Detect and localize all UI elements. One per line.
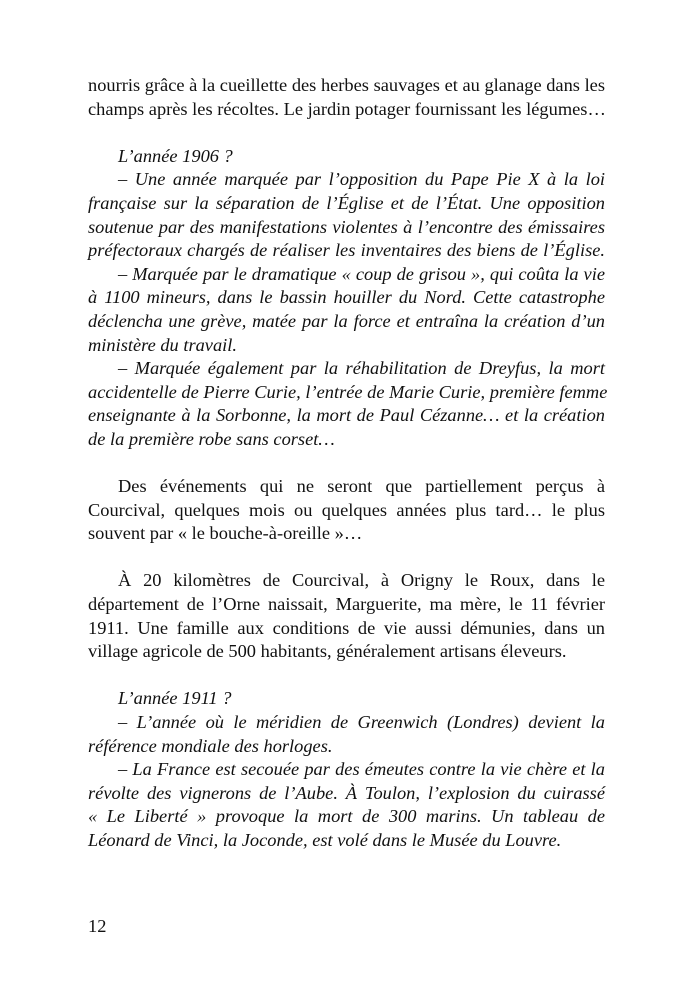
text-line: souvent par « le bouche-à-oreille »… bbox=[88, 523, 363, 544]
text-line: – La France est secouée par des émeutes contre la vie chère et la bbox=[118, 759, 605, 780]
paragraph-gap bbox=[88, 664, 605, 688]
section-heading-1906: L’année 1906 ? bbox=[118, 145, 233, 166]
text-line: « Le Liberté » provoque la mort de 300 marins. Un tableau de bbox=[88, 806, 605, 827]
section-year-1911 bbox=[88, 687, 605, 852]
text-line: – Une année marquée par l’opposition du Pape Pie X à la loi bbox=[118, 169, 605, 190]
text-line: référence mondiale des horloges. bbox=[88, 735, 333, 756]
section-year-1906 bbox=[88, 145, 608, 452]
text-line: – Marquée également par la réhabilitation de Dreyfus, la mort bbox=[118, 358, 605, 379]
text-line: champs après les récoltes. Le jardin potager fournissant les légumes… bbox=[88, 98, 606, 119]
book-page-text bbox=[88, 74, 608, 853]
text-line: française sur la séparation de l’Église et de l’État. Une opposition bbox=[88, 192, 605, 213]
page-number: 12 bbox=[88, 916, 107, 936]
text-line: soutenue par des manifestations violentes à l’encontre des émissaires bbox=[88, 216, 605, 237]
text-line: de la première robe sans corset… bbox=[88, 428, 335, 449]
paragraph-marguerite-birth bbox=[88, 569, 605, 663]
text-line: accidentelle de Pierre Curie, l’entrée de Marie Curie, première femme bbox=[88, 381, 608, 402]
section-heading-1911: L’année 1911 ? bbox=[118, 688, 232, 709]
text-line: département de l’Orne naissait, Marguerite, ma mère, le 11 février bbox=[88, 594, 605, 615]
paragraph-gap bbox=[88, 546, 605, 570]
paragraph-gap bbox=[88, 452, 605, 476]
text-line: – Marquée par le dramatique « coup de grisou », qui coûta la vie bbox=[118, 263, 605, 284]
text-line: révolte des vignerons de l’Aube. À Toulon, l’explosion du cuirassé bbox=[88, 782, 605, 803]
paragraph-gap bbox=[88, 121, 605, 145]
text-line: Courcival, quelques mois ou quelques années plus tard… le plus bbox=[88, 499, 605, 520]
text-line: préfectoraux chargés de réaliser les inventaires des biens de l’Église. bbox=[88, 240, 605, 261]
text-line: À 20 kilomètres de Courcival, à Origny le Roux, dans le bbox=[118, 570, 605, 591]
text-line: Des événements qui ne seront que partiellement perçus à bbox=[118, 476, 605, 497]
text-line: – L’année où le méridien de Greenwich (Londres) devient la bbox=[118, 712, 605, 733]
text-line: Léonard de Vinci, la Joconde, est volé dans le Musée du Louvre. bbox=[88, 830, 562, 850]
text-line: déclencha une grève, matée par la force et entraîna la création d’un bbox=[88, 310, 605, 331]
text-line: enseignante à la Sorbonne, la mort de Paul Cézanne… et la création bbox=[88, 405, 605, 426]
text-line: nourris grâce à la cueillette des herbes sauvages et au glanage dans les bbox=[88, 75, 605, 95]
paragraph-events-courcival bbox=[88, 475, 605, 546]
text-line: village agricole de 500 habitants, généralement artisans éleveurs. bbox=[88, 641, 567, 662]
paragraph-gleaning bbox=[88, 74, 605, 121]
text-line: 1911. Une famille aux conditions de vie aussi démunies, dans un bbox=[88, 617, 605, 638]
text-line: ministère du travail. bbox=[88, 334, 237, 355]
text-line: à 1100 mineurs, dans le bassin houiller du Nord. Cette catastrophe bbox=[88, 287, 605, 308]
